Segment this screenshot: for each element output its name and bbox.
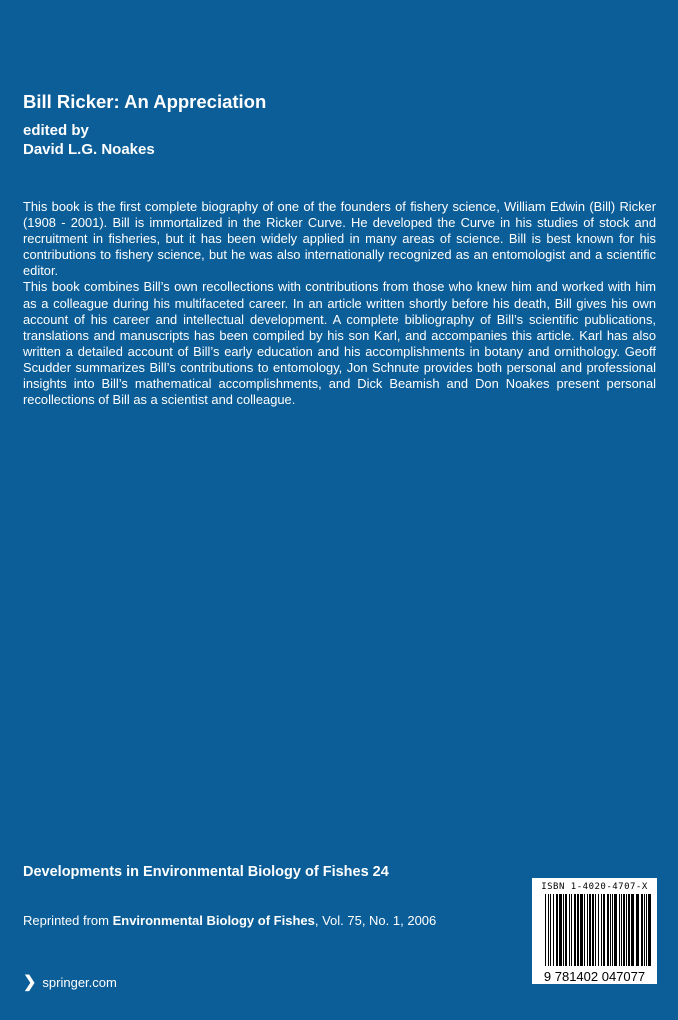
barcode-bar: [587, 894, 588, 966]
barcode-bar: [646, 894, 647, 966]
barcode: [532, 878, 657, 984]
barcode-bar: [553, 894, 554, 966]
barcode-bar: [565, 894, 567, 966]
barcode-bar: [628, 894, 630, 966]
barcode-bar: [598, 894, 599, 966]
barcode-bar: [636, 894, 639, 966]
reprint-note: [23, 913, 436, 928]
barcode-bar: [580, 894, 583, 966]
reprint-suffix: , Vol. 75, No. 1, 2006: [314, 913, 437, 928]
springer-label: springer.com: [42, 974, 117, 990]
chevron-right-icon: ❯: [23, 974, 37, 991]
springer-link[interactable]: [23, 972, 117, 992]
barcode-bar: [548, 894, 549, 966]
barcode-bar: [559, 894, 562, 966]
barcode-bar: [556, 894, 558, 966]
barcode-bar: [607, 894, 609, 966]
barcode-bar: [610, 894, 611, 966]
ean-number: [532, 969, 657, 984]
barcode-bar: [621, 894, 622, 966]
isbn-text: ISBN 1-4020-4707-X: [541, 882, 648, 892]
barcode-bar: [545, 894, 546, 966]
ean-text: 9 781402 047077: [543, 969, 646, 984]
editor-name: David L.G. Noakes: [23, 141, 155, 158]
series-title: Developments in Environmental Biology of Fishes 24: [23, 864, 389, 880]
barcode-bar: [603, 894, 605, 966]
barcode-bar: [577, 894, 579, 966]
barcode-bar: [574, 894, 576, 966]
barcode-bar: [612, 894, 613, 966]
barcode-bar: [571, 894, 572, 966]
barcode-bar: [601, 894, 602, 966]
barcode-bar: [619, 894, 620, 966]
description-paragraph: This book is the first complete biography of one of the founders of fishery science, William Edwin (Bill) Ricker (1908 - 2001). Bill is immortalized in the Ricker Curve. He developed the Curve in his studies of stock and recruitment in fisheries, but it has been widely applied in many areas of science. Bill is best known for his contributions to fishery science, but he was also internationally recognized as an entomologist and a scientific editor.: [23, 199, 656, 279]
barcode-bar: [631, 894, 634, 966]
edited-by-label: edited by: [23, 122, 89, 139]
editor-block: [23, 121, 155, 159]
barcode-bar: [626, 894, 627, 966]
barcode-bar: [614, 894, 617, 966]
barcode-bar: [595, 894, 596, 966]
barcode-bar: [550, 894, 551, 966]
barcode-bar: [641, 894, 643, 966]
barcode-bar: [584, 894, 585, 966]
barcode-bar: [563, 894, 564, 966]
barcode-bar: [569, 894, 570, 966]
reprint-prefix: Reprinted from: [23, 913, 113, 928]
barcode-bar: [592, 894, 594, 966]
barcode-bar: [623, 894, 625, 966]
description: [23, 199, 656, 408]
barcode-bar: [589, 894, 591, 966]
reprint-journal: Environmental Biology of Fishes: [112, 913, 315, 928]
book-title: Bill Ricker: An Appreciation: [23, 91, 267, 112]
barcode-bars: [545, 894, 653, 966]
description-paragraph: This book combines Bill’s own recollections with contributions from those who knew him and worked with him as a colleague during his multifaceted career. In an article written shortly before his death, Bill gives his own account of his career and intellectual development. A complete bibliography of Bill’s scientific publications, translations and manuscripts has been compiled by his son Karl, and accompanies this article. Karl has also written a detailed account of Bill’s early education and his accomplishments in botany and ornithology. Geoff Scudder summarizes Bill’s contributions to entomology, Jon Schnute provides both personal and professional insights into Bill’s mathematical accomplishments, and Dick Beamish and Don Noakes present personal recollections of Bill as a scientist and colleague.: [23, 279, 656, 408]
barcode-bar: [648, 894, 651, 966]
barcode-bar: [644, 894, 645, 966]
